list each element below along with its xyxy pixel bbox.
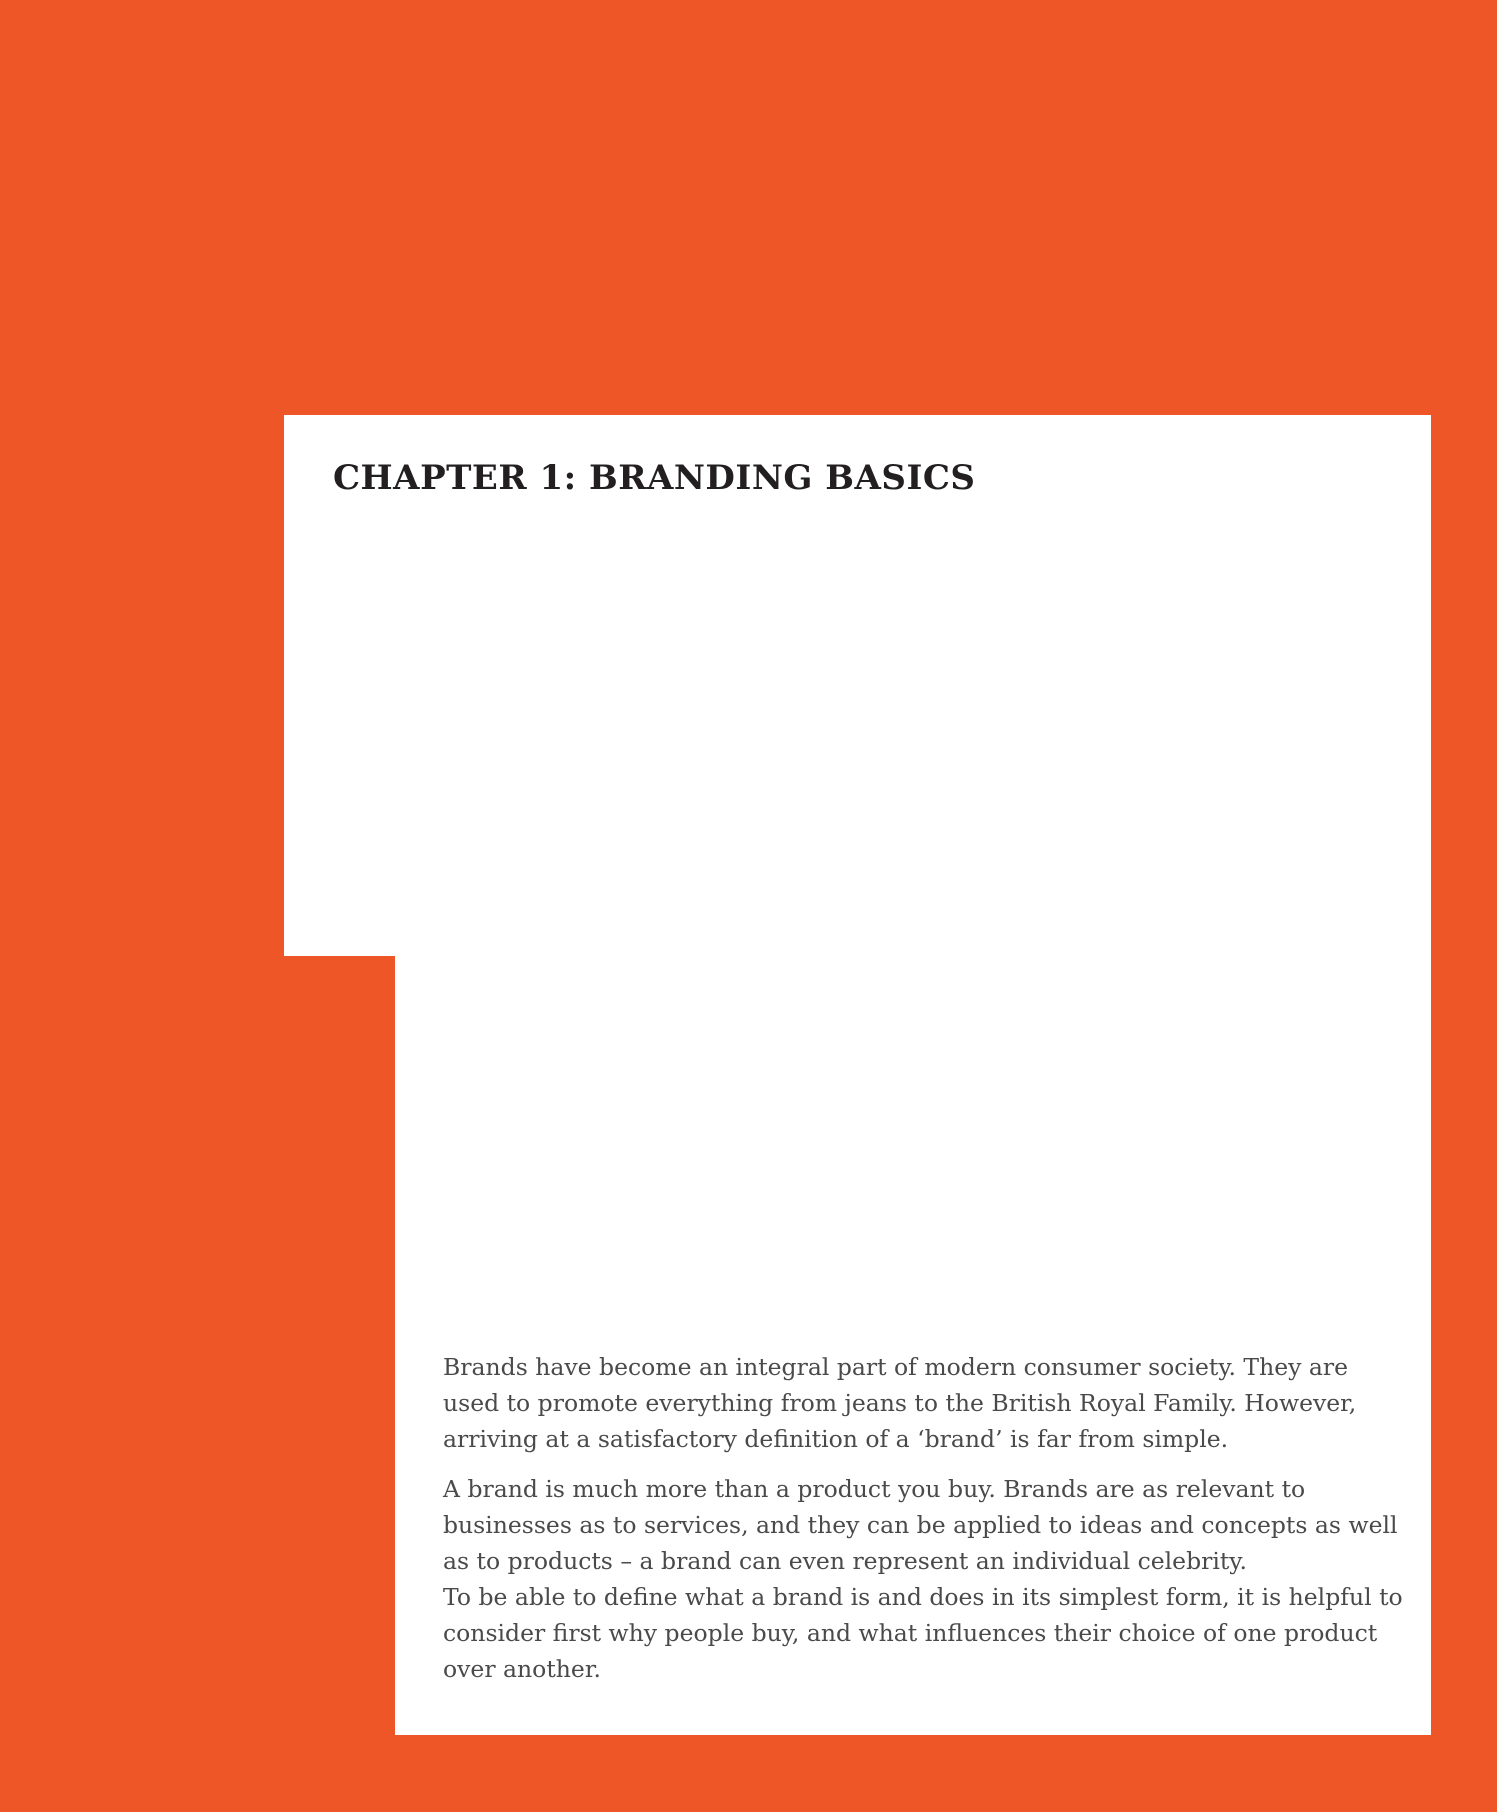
- body-text: [443, 1349, 1403, 1687]
- body-paragraph-3: To be able to define what a brand is and does in its simplest form, it is helpful to consider first why people buy, and what influences their choice of one product over another.: [443, 1583, 1403, 1683]
- body-paragraph-2: A brand is much more than a product you buy. Brands are as relevant to businesses as to services, and they can be applied to ideas and concepts as well as to products – a brand can even represent an individual celebrity.: [443, 1475, 1398, 1575]
- body-paragraph-1: Brands have become an integral part of modern consumer society. They are used to promote everything from jeans to the British Royal Family. However, arriving at a satisfactory definition of a ‘brand’ is far from simple.: [443, 1353, 1357, 1453]
- chapter-title: CHAPTER 1: BRANDING BASICS: [333, 458, 976, 498]
